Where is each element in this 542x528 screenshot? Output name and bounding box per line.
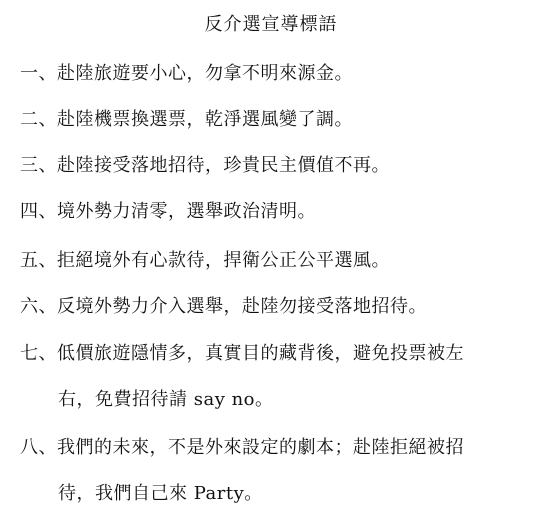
item-number: 一、 — [20, 63, 57, 84]
slogan-item-2 — [20, 108, 535, 132]
item-number: 六、 — [20, 296, 57, 317]
item-number: 五、 — [20, 250, 57, 271]
item-number: 八、 — [20, 437, 57, 458]
slogan-line — [20, 108, 535, 132]
item-text: 拒絕境外有心款待，捍衛公正公平選風。 — [57, 250, 390, 271]
slogan-item-4 — [20, 200, 535, 224]
slogan-line — [20, 436, 535, 460]
slogan-line-continued: 待，我們自己來 Party。 — [58, 483, 263, 504]
slogan-line — [20, 295, 535, 319]
item-text: 低價旅遊隱情多，真實目的藏背後，避免投票被左 — [57, 343, 464, 364]
slogan-line — [20, 154, 535, 178]
slogan-item-1 — [20, 62, 535, 86]
slogan-item-8 — [20, 436, 535, 506]
slogan-line — [20, 342, 535, 366]
item-text: 赴陸機票換選票，乾淨選風變了調。 — [57, 109, 353, 130]
item-text: 赴陸旅遊要小心，勿拿不明來源金。 — [57, 63, 353, 84]
slogan-item-3 — [20, 154, 535, 178]
slogan-line — [20, 249, 535, 273]
item-number: 三、 — [20, 155, 57, 176]
slogan-line — [20, 62, 535, 86]
slogan-line-continued: 右，免費招待請 say no。 — [58, 389, 274, 410]
slogan-item-5 — [20, 249, 535, 273]
document-title: 反介選宣導標語 — [204, 14, 338, 35]
slogan-item-7 — [20, 342, 535, 412]
item-text: 赴陸接受落地招待，珍貴民主價值不再。 — [57, 155, 390, 176]
slogan-line — [20, 200, 535, 224]
item-number: 二、 — [20, 109, 57, 130]
slogan-item-6 — [20, 295, 535, 319]
item-number: 四、 — [20, 201, 57, 222]
item-text: 境外勢力清零，選舉政治清明。 — [57, 201, 316, 222]
item-number: 七、 — [20, 343, 57, 364]
item-text: 我們的未來，不是外來設定的劇本；赴陸拒絕被招 — [57, 437, 464, 458]
item-text: 反境外勢力介入選舉，赴陸勿接受落地招待。 — [57, 296, 427, 317]
